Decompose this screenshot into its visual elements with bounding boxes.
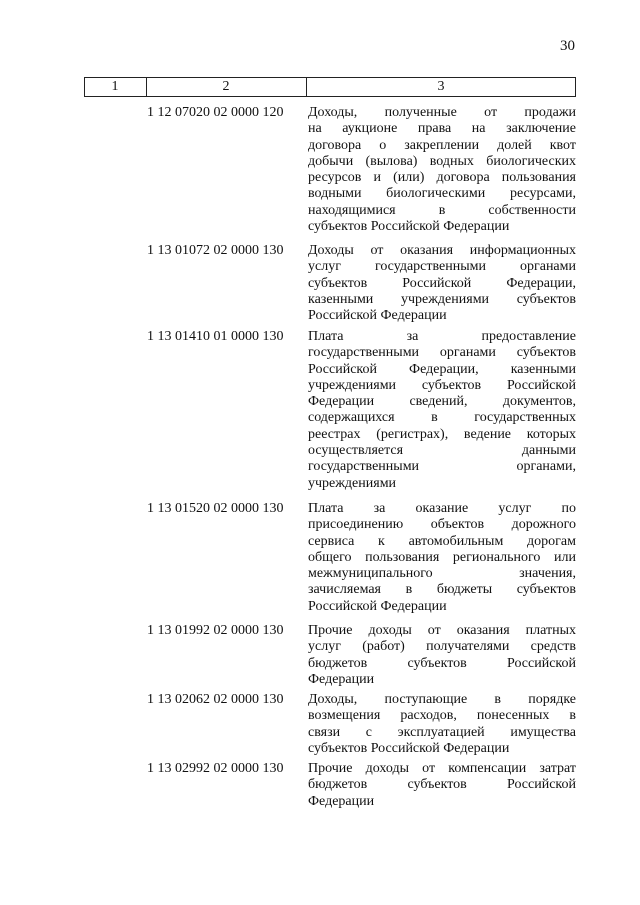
description-line: сервиса к автомобильным дорогам — [308, 533, 576, 549]
revenue-code: 1 13 01520 02 0000 130 — [147, 501, 284, 516]
description-line: межмуниципального значения, — [308, 566, 576, 582]
revenue-description — [308, 501, 576, 615]
revenue-description — [308, 243, 576, 324]
description-line: Российской Федерации — [308, 308, 447, 324]
header-col-2: 2 — [222, 79, 230, 94]
description-line: добычи (вылова) водных биологических — [308, 153, 576, 169]
description-line: государственными органами субъектов — [308, 345, 576, 361]
description-line: Плата за предоставление — [308, 329, 576, 344]
revenue-description — [308, 105, 576, 235]
revenue-code: 1 13 02992 02 0000 130 — [147, 761, 284, 776]
description-line: Российской Федерации — [308, 598, 447, 614]
header-col-3: 3 — [437, 79, 445, 94]
description-line: услуг государственными органами — [308, 259, 576, 275]
description-line: Прочие доходы от компенсации затрат — [308, 761, 576, 776]
description-line: ресурсов и (или) договора пользования — [308, 170, 576, 186]
description-line: Федерации — [308, 793, 375, 809]
revenue-description — [308, 692, 576, 757]
description-line: связи с эксплуатацией имущества — [308, 724, 576, 740]
description-line: Доходы, полученные от продажи — [308, 105, 576, 120]
description-line: находящимися в собственности — [308, 202, 576, 218]
description-line: субъектов Российской Федерации — [308, 740, 510, 756]
page-number: 30 — [560, 38, 575, 54]
description-line: осуществляется данными — [308, 443, 576, 459]
header-divider — [575, 78, 576, 96]
description-line: учреждениями — [308, 475, 397, 491]
description-line: реестрах (регистрах), ведение которых — [308, 426, 576, 442]
description-line: Федерации — [308, 671, 375, 687]
description-line: Доходы от оказания информационных — [308, 243, 576, 258]
description-line: Федерации сведений, документов, — [308, 394, 576, 410]
description-line: возмещения расходов, понесенных в — [308, 708, 576, 724]
description-line: зачисляемая в бюджеты субъектов — [308, 582, 576, 598]
description-line: Плата за оказание услуг по — [308, 501, 576, 516]
description-line: общего пользования регионального или — [308, 549, 576, 565]
description-line: услуг (работ) получателями средств — [308, 639, 576, 655]
description-line: Доходы, поступающие в порядке — [308, 692, 576, 707]
table-header — [84, 77, 576, 97]
revenue-code: 1 13 01072 02 0000 130 — [147, 243, 284, 258]
revenue-code: 1 13 02062 02 0000 130 — [147, 692, 284, 707]
revenue-code: 1 13 01992 02 0000 130 — [147, 623, 284, 638]
revenue-code: 1 13 01410 01 0000 130 — [147, 329, 284, 344]
revenue-code: 1 12 07020 02 0000 120 — [147, 105, 284, 120]
description-line: бюджетов субъектов Российской — [308, 655, 576, 671]
description-line: бюджетов субъектов Российской — [308, 777, 576, 793]
description-line: Прочие доходы от оказания платных — [308, 623, 576, 638]
description-line: содержащихся в государственных — [308, 410, 576, 426]
description-line: учреждениями субъектов Российской — [308, 377, 576, 393]
revenue-description — [308, 761, 576, 810]
description-line: субъектов Российской Федерации — [308, 219, 510, 235]
description-line: государственными органами, — [308, 459, 576, 475]
description-line: на аукционе права на заключение — [308, 121, 576, 137]
header-col-1: 1 — [111, 79, 119, 94]
description-line: присоединению объектов дорожного — [308, 517, 576, 533]
description-line: Российской Федерации, казенными — [308, 361, 576, 377]
description-line: казенными учреждениями субъектов — [308, 291, 576, 307]
revenue-description — [308, 623, 576, 688]
description-line: водными биологическими ресурсами, — [308, 186, 576, 202]
description-line: договора о закреплении долей квот — [308, 137, 576, 153]
description-line: субъектов Российской Федерации, — [308, 275, 576, 291]
revenue-description — [308, 329, 576, 492]
